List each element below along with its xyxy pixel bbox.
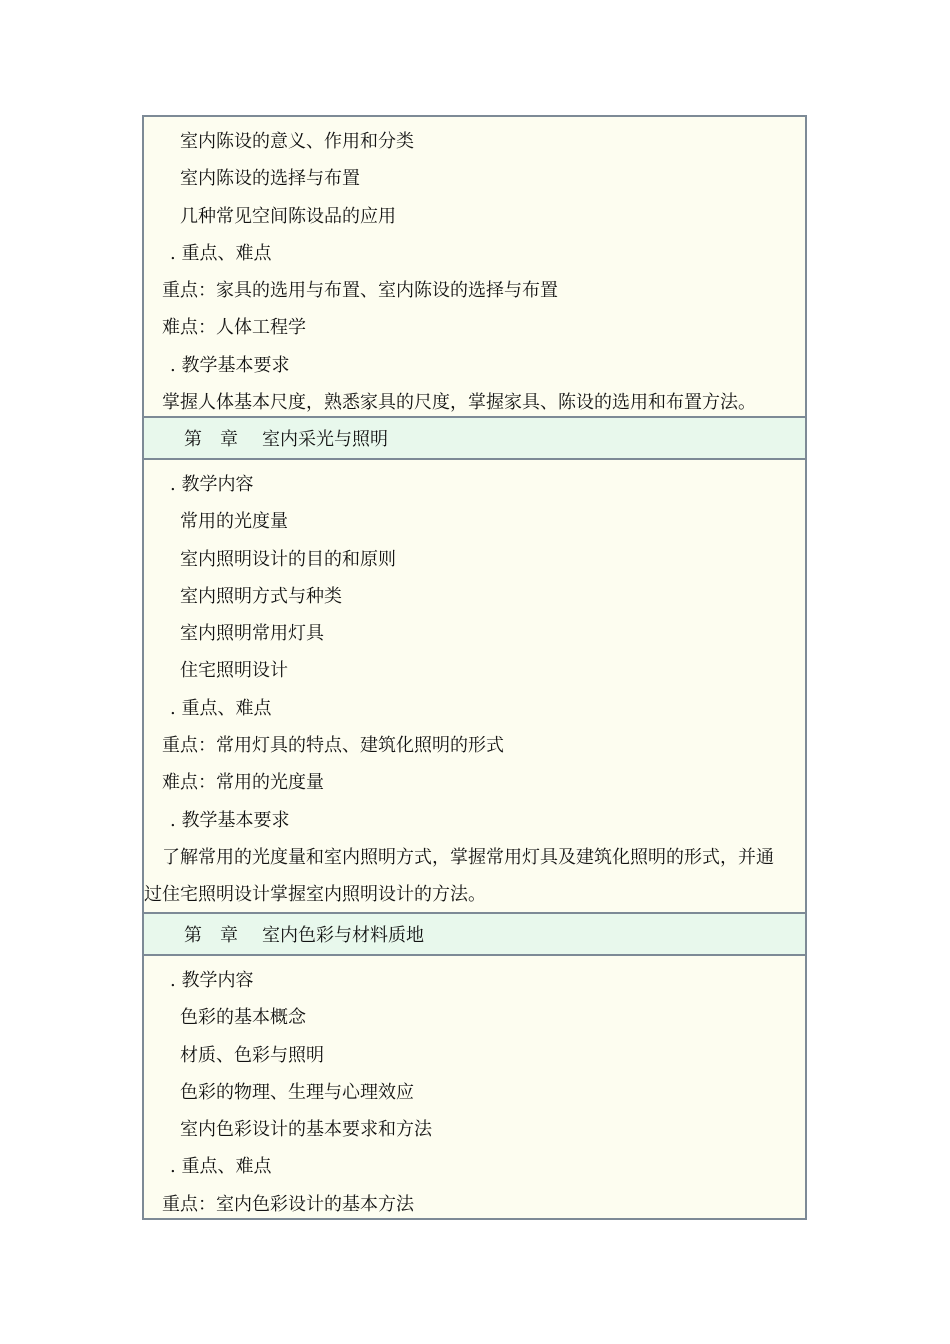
difficulty-text: 难点：人体工程学 (162, 317, 306, 339)
key-point-text: 重点：常用灯具的特点、建筑化照明的形式 (162, 735, 504, 757)
chapter-heading-lighting (144, 416, 805, 460)
content-item: 色彩的基本概念 (180, 1007, 306, 1029)
content-item: 室内陈设的选择与布置 (180, 168, 360, 190)
content-item: 室内照明方式与种类 (180, 585, 342, 607)
chapter-title: 室内采光与照明 (262, 429, 388, 450)
content-item: 住宅照明设计 (180, 660, 288, 682)
section-furniture-furnishings (144, 117, 805, 416)
chapter-title: 室内色彩与材料质地 (262, 925, 424, 946)
subheading-requirements: . 教学基本要求 (170, 354, 290, 376)
content-item: 色彩的物理、生理与心理效应 (180, 1081, 414, 1103)
chapter-heading-color-materials (144, 912, 805, 956)
chapter-di: 第 (184, 925, 202, 946)
content-item: 室内陈设的意义、作用和分类 (180, 131, 414, 152)
requirements-text: 了解常用的光度量和室内照明方式，掌握常用灯具及建筑化照明的形式，并通 (162, 846, 774, 868)
content-item: 常用的光度量 (180, 511, 288, 533)
content-item: 室内色彩设计的基本要求和方法 (180, 1119, 432, 1141)
requirements-text: 掌握人体基本尺度，熟悉家具的尺度，掌握家具、陈设的选用和布置方法。 (162, 392, 756, 414)
content-item: 室内照明设计的目的和原则 (180, 548, 396, 570)
key-point-text: 重点：家具的选用与布置、室内陈设的选择与布置 (162, 280, 558, 302)
subheading-content: . 教学内容 (170, 970, 254, 991)
subheading-key-points: . 重点、难点 (170, 697, 272, 719)
chapter-zhang: 章 (220, 925, 238, 946)
content-item: 室内照明常用灯具 (180, 623, 324, 645)
requirements-text-continued: 过住宅照明设计掌握室内照明设计的方法。 (144, 884, 486, 906)
subheading-key-points: . 重点、难点 (170, 1156, 272, 1178)
content-item: 几种常见空间陈设品的应用 (180, 205, 396, 227)
content-item: 材质、色彩与照明 (180, 1044, 324, 1066)
section-lighting (144, 460, 805, 912)
subheading-requirements: . 教学基本要求 (170, 809, 290, 831)
subheading-key-points: . 重点、难点 (170, 242, 272, 264)
syllabus-table (142, 115, 807, 1220)
chapter-zhang: 章 (220, 429, 238, 450)
difficulty-text: 难点：常用的光度量 (162, 772, 324, 794)
chapter-di: 第 (184, 429, 202, 450)
section-color-materials (144, 956, 805, 1218)
subheading-content: . 教学内容 (170, 474, 254, 495)
key-point-text: 重点：室内色彩设计的基本方法 (162, 1193, 414, 1215)
